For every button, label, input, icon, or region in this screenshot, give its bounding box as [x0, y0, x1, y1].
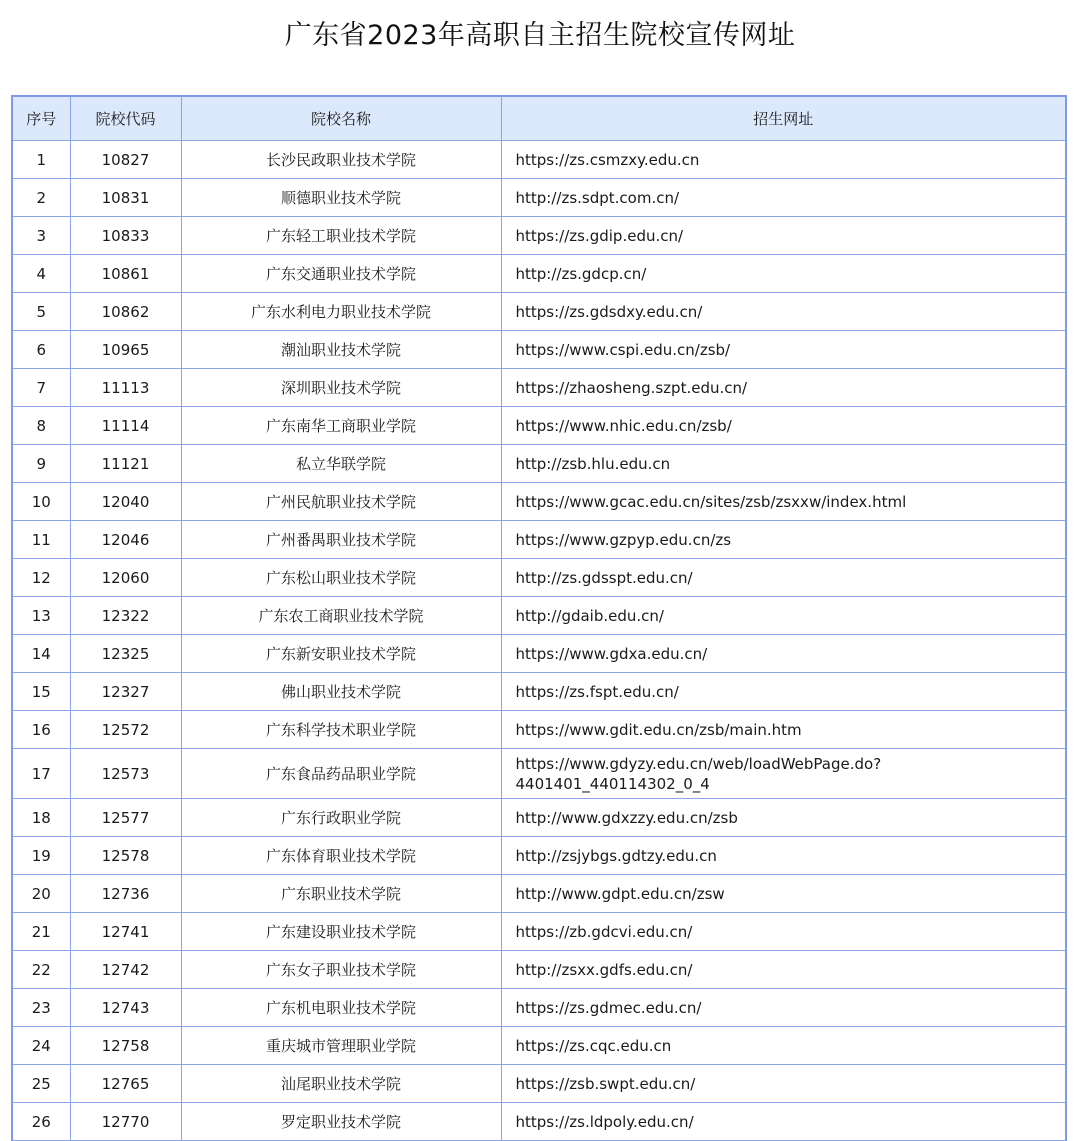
- table-row: [13, 951, 1065, 989]
- row-school-name: 广东南华工商职业学院: [181, 407, 501, 445]
- table-body: [13, 141, 1065, 1141]
- table-row: [13, 989, 1065, 1027]
- row-school-name: 广东职业技术学院: [181, 875, 501, 913]
- row-admission-url[interactable]: https://www.gdyzy.edu.cn/web/loadWebPage.do?4401401_440114302_0_4: [501, 749, 1065, 799]
- row-school-code: 10831: [70, 179, 181, 217]
- row-admission-url[interactable]: https://www.gcac.edu.cn/sites/zsb/zsxxw/index.html: [501, 483, 1065, 521]
- table-row: [13, 913, 1065, 951]
- row-school-name: 广州番禺职业技术学院: [181, 521, 501, 559]
- row-school-code: 12040: [70, 483, 181, 521]
- row-admission-url[interactable]: https://www.gdit.edu.cn/zsb/main.htm: [501, 711, 1065, 749]
- row-index: 24: [13, 1027, 70, 1065]
- row-school-code: 10827: [70, 141, 181, 179]
- row-admission-url[interactable]: https://zs.ldpoly.edu.cn/: [501, 1103, 1065, 1141]
- row-index: 19: [13, 837, 70, 875]
- row-school-code: 12060: [70, 559, 181, 597]
- page-title: 广东省2023年高职自主招生院校宣传网址: [284, 20, 796, 51]
- row-admission-url[interactable]: https://zs.csmzxy.edu.cn: [501, 141, 1065, 179]
- row-index: 17: [13, 749, 70, 799]
- row-admission-url[interactable]: https://zhaosheng.szpt.edu.cn/: [501, 369, 1065, 407]
- row-school-name: 顺德职业技术学院: [181, 179, 501, 217]
- row-index: 5: [13, 293, 70, 331]
- row-index: 22: [13, 951, 70, 989]
- row-admission-url[interactable]: https://zs.fspt.edu.cn/: [501, 673, 1065, 711]
- table-row: [13, 837, 1065, 875]
- row-school-name: 深圳职业技术学院: [181, 369, 501, 407]
- row-admission-url[interactable]: http://www.gdxzzy.edu.cn/zsb: [501, 799, 1065, 837]
- row-admission-url[interactable]: https://zs.gdmec.edu.cn/: [501, 989, 1065, 1027]
- row-school-name: 潮汕职业技术学院: [181, 331, 501, 369]
- table-row: [13, 749, 1065, 799]
- row-admission-url[interactable]: http://zsjybgs.gdtzy.edu.cn: [501, 837, 1065, 875]
- row-index: 26: [13, 1103, 70, 1141]
- row-index: 21: [13, 913, 70, 951]
- row-school-code: 12758: [70, 1027, 181, 1065]
- table-row: [13, 635, 1065, 673]
- row-index: 2: [13, 179, 70, 217]
- row-index: 3: [13, 217, 70, 255]
- row-index: 13: [13, 597, 70, 635]
- row-index: 23: [13, 989, 70, 1027]
- table-row: [13, 293, 1065, 331]
- row-school-code: 12743: [70, 989, 181, 1027]
- table-row: [13, 799, 1065, 837]
- row-admission-url[interactable]: http://zsxx.gdfs.edu.cn/: [501, 951, 1065, 989]
- row-school-code: 12770: [70, 1103, 181, 1141]
- table-row: [13, 521, 1065, 559]
- row-school-code: 12573: [70, 749, 181, 799]
- row-index: 11: [13, 521, 70, 559]
- row-admission-url[interactable]: https://www.gzpyp.edu.cn/zs: [501, 521, 1065, 559]
- row-admission-url[interactable]: http://gdaib.edu.cn/: [501, 597, 1065, 635]
- table-row: [13, 407, 1065, 445]
- row-index: 10: [13, 483, 70, 521]
- row-school-code: 10833: [70, 217, 181, 255]
- row-school-code: 12742: [70, 951, 181, 989]
- header-url: 招生网址: [501, 97, 1065, 141]
- row-admission-url[interactable]: https://www.gdxa.edu.cn/: [501, 635, 1065, 673]
- row-school-name: 广东轻工职业技术学院: [181, 217, 501, 255]
- row-school-name: 私立华联学院: [181, 445, 501, 483]
- row-admission-url[interactable]: https://zb.gdcvi.edu.cn/: [501, 913, 1065, 951]
- row-admission-url[interactable]: https://zs.cqc.edu.cn: [501, 1027, 1065, 1065]
- row-index: 16: [13, 711, 70, 749]
- row-school-code: 12765: [70, 1065, 181, 1103]
- table-row: [13, 445, 1065, 483]
- table-row: [13, 1103, 1065, 1141]
- row-school-code: 10861: [70, 255, 181, 293]
- row-school-name: 佛山职业技术学院: [181, 673, 501, 711]
- header-code: 院校代码: [70, 97, 181, 141]
- row-school-code: 11113: [70, 369, 181, 407]
- row-index: 14: [13, 635, 70, 673]
- row-index: 8: [13, 407, 70, 445]
- header-name: 院校名称: [181, 97, 501, 141]
- row-school-code: 10862: [70, 293, 181, 331]
- row-school-name: 重庆城市管理职业学院: [181, 1027, 501, 1065]
- row-school-code: 12327: [70, 673, 181, 711]
- row-school-name: 广东机电职业技术学院: [181, 989, 501, 1027]
- table-row: [13, 255, 1065, 293]
- row-school-name: 汕尾职业技术学院: [181, 1065, 501, 1103]
- row-school-code: 10965: [70, 331, 181, 369]
- row-admission-url[interactable]: https://www.cspi.edu.cn/zsb/: [501, 331, 1065, 369]
- row-school-code: 12741: [70, 913, 181, 951]
- table-row: [13, 217, 1065, 255]
- row-school-code: 11121: [70, 445, 181, 483]
- row-school-name: 长沙民政职业技术学院: [181, 141, 501, 179]
- row-school-code: 12736: [70, 875, 181, 913]
- table-row: [13, 1065, 1065, 1103]
- row-school-code: 12578: [70, 837, 181, 875]
- row-admission-url[interactable]: http://zsb.hlu.edu.cn: [501, 445, 1065, 483]
- table-row: [13, 369, 1065, 407]
- row-index: 9: [13, 445, 70, 483]
- table-row: [13, 483, 1065, 521]
- school-url-table: [13, 97, 1065, 1141]
- table-row: [13, 875, 1065, 913]
- row-admission-url[interactable]: https://www.nhic.edu.cn/zsb/: [501, 407, 1065, 445]
- row-index: 25: [13, 1065, 70, 1103]
- table-row: [13, 711, 1065, 749]
- row-school-code: 12572: [70, 711, 181, 749]
- row-admission-url[interactable]: http://zs.gdsspt.edu.cn/: [501, 559, 1065, 597]
- table-row: [13, 597, 1065, 635]
- table-row: [13, 673, 1065, 711]
- row-index: 7: [13, 369, 70, 407]
- table-row: [13, 179, 1065, 217]
- row-school-code: 12046: [70, 521, 181, 559]
- row-admission-url[interactable]: http://zs.sdpt.com.cn/: [501, 179, 1065, 217]
- row-school-name: 广东食品药品职业学院: [181, 749, 501, 799]
- row-school-name: 广东松山职业技术学院: [181, 559, 501, 597]
- row-index: 18: [13, 799, 70, 837]
- table-header-row: [13, 97, 1065, 141]
- row-index: 15: [13, 673, 70, 711]
- row-school-name: 广东农工商职业技术学院: [181, 597, 501, 635]
- row-school-code: 12322: [70, 597, 181, 635]
- row-school-name: 广东体育职业技术学院: [181, 837, 501, 875]
- row-index: 6: [13, 331, 70, 369]
- row-index: 4: [13, 255, 70, 293]
- row-school-name: 罗定职业技术学院: [181, 1103, 501, 1141]
- row-school-name: 广东科学技术职业学院: [181, 711, 501, 749]
- row-school-code: 12577: [70, 799, 181, 837]
- row-admission-url[interactable]: http://www.gdpt.edu.cn/zsw: [501, 875, 1065, 913]
- table-row: [13, 559, 1065, 597]
- row-school-name: 广东女子职业技术学院: [181, 951, 501, 989]
- row-admission-url[interactable]: https://zs.gdip.edu.cn/: [501, 217, 1065, 255]
- table-row: [13, 1027, 1065, 1065]
- row-school-code: 11114: [70, 407, 181, 445]
- row-index: 1: [13, 141, 70, 179]
- row-admission-url[interactable]: https://zs.gdsdxy.edu.cn/: [501, 293, 1065, 331]
- row-school-name: 广东建设职业技术学院: [181, 913, 501, 951]
- row-admission-url[interactable]: https://zsb.swpt.edu.cn/: [501, 1065, 1065, 1103]
- school-table-container: [11, 95, 1067, 1141]
- table-row: [13, 331, 1065, 369]
- table-row: [13, 141, 1065, 179]
- header-index: 序号: [13, 97, 70, 141]
- row-school-name: 广州民航职业技术学院: [181, 483, 501, 521]
- row-admission-url[interactable]: http://zs.gdcp.cn/: [501, 255, 1065, 293]
- row-school-name: 广东交通职业技术学院: [181, 255, 501, 293]
- row-school-name: 广东行政职业学院: [181, 799, 501, 837]
- row-school-name: 广东新安职业技术学院: [181, 635, 501, 673]
- row-school-code: 12325: [70, 635, 181, 673]
- row-index: 12: [13, 559, 70, 597]
- row-index: 20: [13, 875, 70, 913]
- row-school-name: 广东水利电力职业技术学院: [181, 293, 501, 331]
